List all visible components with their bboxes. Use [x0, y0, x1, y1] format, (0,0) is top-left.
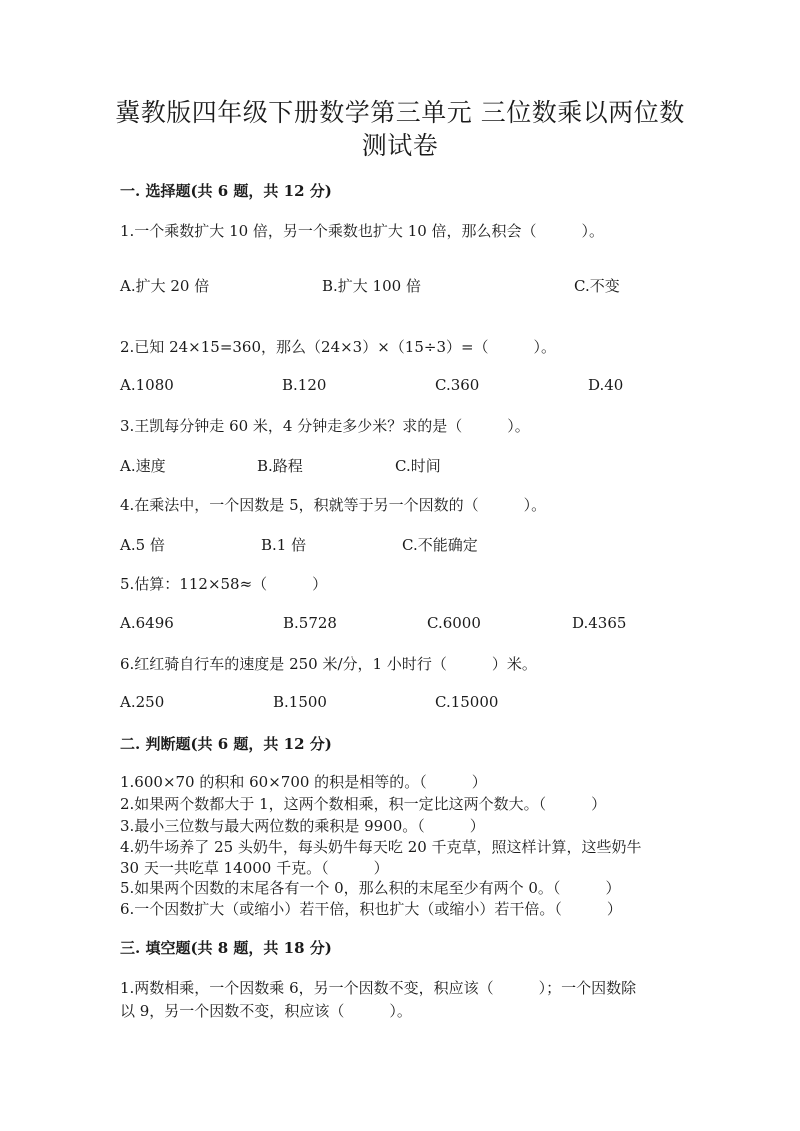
choice-q2-option-b: B.120 [282, 376, 327, 394]
choice-q1-option-c: C.不变 [574, 277, 620, 295]
judgement-item-4-line1: 4.奶牛场养了 25 头奶牛，每头奶牛每天吃 20 千克草，照这样计算，这些奶牛 [120, 838, 642, 856]
judgement-item-4-line2: 30 天一共吃草 14000 千克。（ ） [120, 859, 389, 877]
choice-q2-option-c: C.360 [435, 376, 480, 394]
choice-q6-option-c: C.15000 [435, 693, 499, 711]
choice-q5-option-d: D.4365 [572, 614, 627, 632]
judgement-item-2: 2.如果两个数都大于 1，这两个数相乘，积一定比这两个数大。（ ） [120, 795, 607, 813]
choice-q2-option-d: D.40 [588, 376, 624, 394]
choice-q3-option-b: B.路程 [257, 457, 303, 475]
choice-question-5: 5.估算：112×58≈（ ） [120, 575, 328, 593]
choice-q4-option-c: C.不能确定 [402, 536, 478, 554]
exam-title-line1: 冀教版四年级下册数学第三单元 三位数乘以两位数 [115, 98, 685, 127]
exam-title-line2: 测试卷 [361, 131, 439, 160]
choice-question-4: 4.在乘法中，一个因数是 5，积就等于另一个因数的（ ）。 [120, 496, 547, 514]
choice-question-3: 3.王凯每分钟走 60 米，4 分钟走多少米？求的是（ ）。 [120, 417, 530, 435]
choice-q1-option-b: B.扩大 100 倍 [322, 277, 421, 295]
choice-question-6: 6.红红骑自行车的速度是 250 米/分，1 小时行（ ）米。 [120, 655, 537, 673]
section-heading-fill-blank: 三. 填空题(共 8 题，共 18 分) [120, 939, 332, 957]
choice-q3-option-a: A.速度 [120, 457, 166, 475]
judgement-item-5: 5.如果两个因数的末尾各有一个 0，那么积的末尾至少有两个 0。（ ） [120, 879, 621, 897]
fill-blank-item-1-line2: 以 9，另一个因数不变，积应该（ ）。 [120, 1002, 412, 1020]
choice-q4-option-b: B.1 倍 [261, 536, 307, 554]
choice-q6-option-a: A.250 [120, 693, 165, 711]
fill-blank-item-1-line1: 1.两数相乘，一个因数乘 6，另一个因数不变，积应该（ ）；一个因数除 [120, 979, 637, 997]
choice-q6-option-b: B.1500 [273, 693, 327, 711]
choice-q3-option-c: C.时间 [395, 457, 441, 475]
judgement-item-1: 1.600×70 的积和 60×700 的积是相等的。（ ） [120, 773, 487, 791]
choice-q1-option-a: A.扩大 20 倍 [120, 277, 210, 295]
choice-q5-option-c: C.6000 [427, 614, 481, 632]
choice-q5-option-b: B.5728 [283, 614, 337, 632]
choice-q2-option-a: A.1080 [120, 376, 174, 394]
judgement-item-3: 3.最小三位数与最大两位数的乘积是 9900。（ ） [120, 817, 485, 835]
choice-q4-option-a: A.5 倍 [120, 536, 165, 554]
judgement-item-6: 6.一个因数扩大（或缩小）若干倍，积也扩大（或缩小）若干倍。（ ） [120, 900, 622, 918]
choice-question-2: 2.已知 24×15=360，那么（24×3）×（15÷3）=（ ）。 [120, 338, 557, 356]
choice-question-1: 1.一个乘数扩大 10 倍，另一个乘数也扩大 10 倍，那么积会（ ）。 [120, 222, 605, 240]
choice-q5-option-a: A.6496 [120, 614, 174, 632]
section-heading-choice: 一. 选择题(共 6 题，共 12 分) [120, 182, 332, 200]
section-heading-judgement: 二. 判断题(共 6 题，共 12 分) [120, 735, 332, 753]
